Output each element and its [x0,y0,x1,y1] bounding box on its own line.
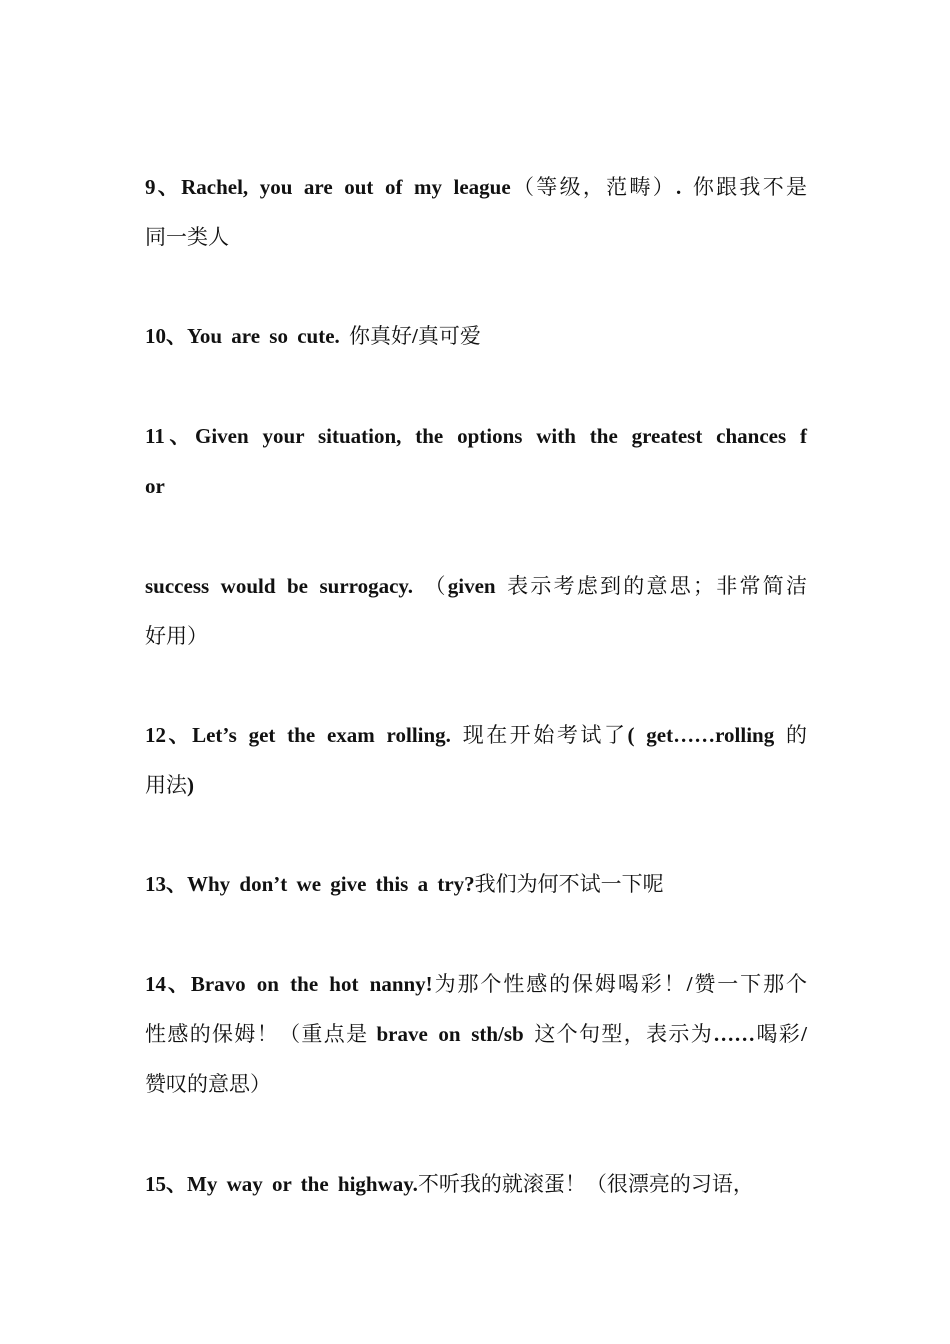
chinese-text: （ [424,574,448,598]
entry-10-line-1 [145,321,807,351]
chinese-text: 真可爱 [417,324,481,348]
chinese-text: 你真好 [349,324,413,348]
entry-15-line-1 [145,1169,807,1199]
entry-11-line-2 [145,471,807,501]
chinese-text: 性感的保姆！（重点是 [145,1022,377,1046]
chinese-text: （等级，范畴） [510,175,677,199]
entry-11-line-4 [145,621,807,651]
entry-11-line-1 [145,421,807,451]
english-text: 10、You are so cute. [145,324,350,348]
chinese-text: 赞一下那个 [692,972,808,996]
chinese-text: 你跟我不是 [692,175,808,199]
chinese-text: 的 [786,723,808,747]
english-text: 9、Rachel, you are out of my league [145,175,511,199]
chinese-text: 我们为何不试一下呢 [474,872,664,896]
chinese-text: 现在开始考试了 [462,723,628,747]
chinese-text: 喝彩 [755,1022,802,1046]
english-text: / [801,1022,807,1046]
english-text: / [686,972,693,996]
chinese-text: 表示考虑到的意思；非常简洁 [507,574,807,598]
english-text: success would be surrogacy. [145,574,425,598]
chinese-text: 赞叹的意思） [145,1072,271,1096]
english-text: 12、Let’s get the exam rolling. [145,723,463,747]
entry-9-line-2 [145,222,807,252]
english-text: 13、Why don’t we give this a try? [145,872,475,896]
english-text: or [145,474,165,498]
chinese-text: 这个句型，表示为 [534,1022,714,1046]
english-text: 14、Bravo on the hot nanny! [145,972,433,996]
entry-12-line-1 [145,720,807,750]
entry-9-line-1 [145,172,807,202]
english-text: brave on sth/sb [376,1022,535,1046]
entry-12-line-2 [145,770,807,800]
entry-14-line-3 [145,1069,807,1099]
entry-14-line-2 [145,1019,807,1049]
chinese-text: 为那个性感的保姆喝彩！ [432,972,687,996]
chinese-text: 好用） [145,624,208,648]
english-text: given [447,574,508,598]
english-text: 15、My way or the highway. [145,1172,418,1196]
chinese-text: 同一类人 [145,225,229,249]
english-text: …… [713,1022,756,1046]
entry-14-line-1 [145,969,807,999]
english-text: 11、Given your situation, the options with the greatest chances f [145,424,807,448]
english-text: / [412,324,418,348]
entry-11-line-3 [145,571,807,601]
chinese-text: 不听我的就滚蛋！（很漂亮的习语， [417,1172,754,1196]
english-text: ) [187,773,194,797]
english-text: . [676,175,693,199]
chinese-text: 用法 [145,773,187,797]
entry-13-line-1 [145,869,807,899]
english-text: ( get……rolling [627,723,787,747]
